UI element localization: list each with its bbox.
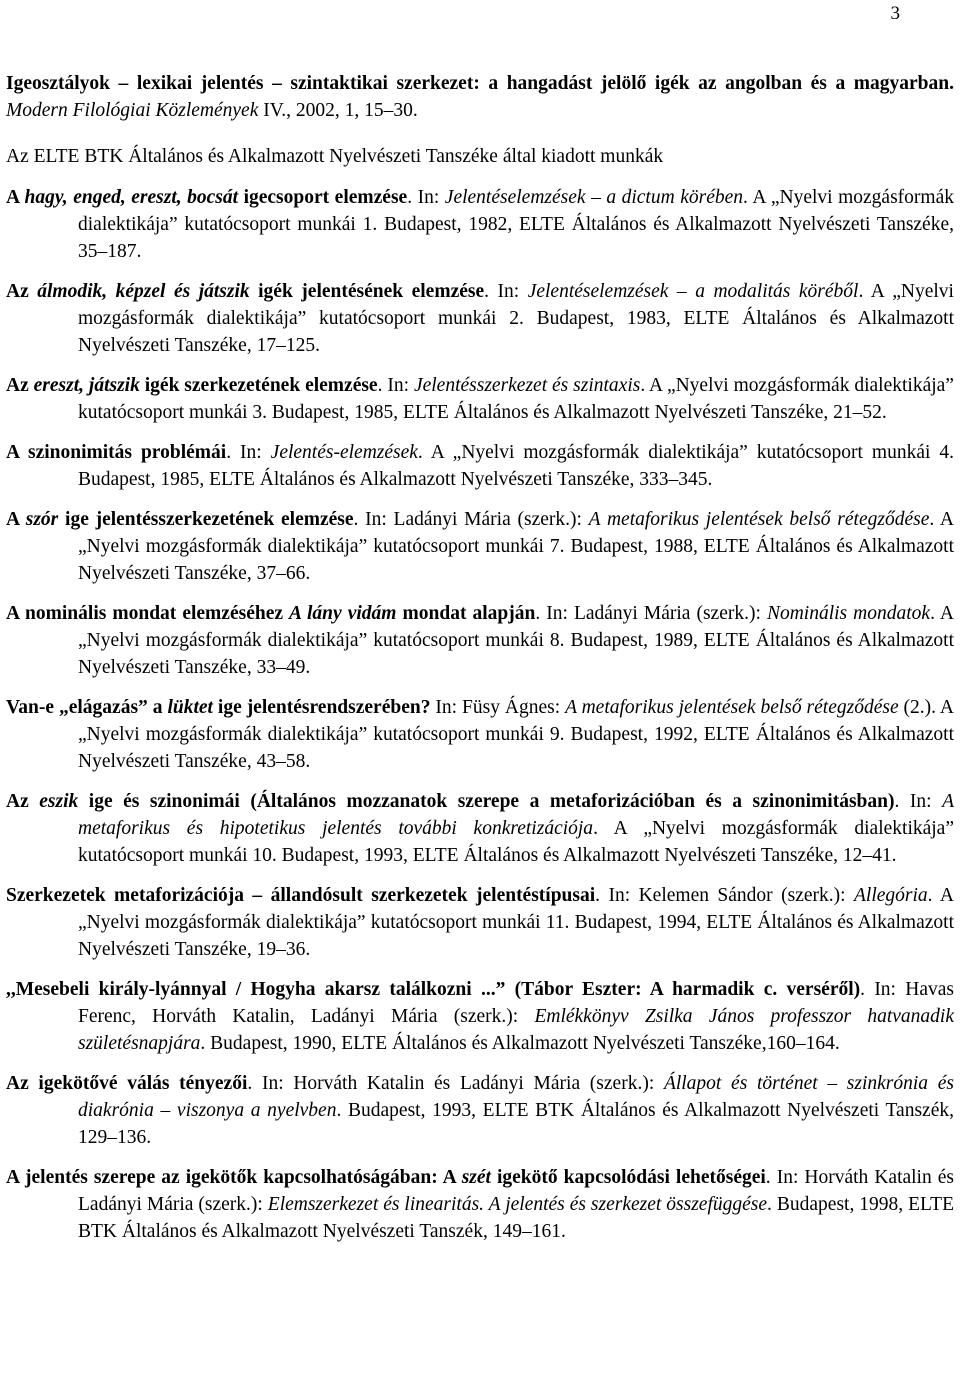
entry-text-part: . Budapest, 1993, ELTE BTK Általános és Alkalmazott Nyelvészeti Tanszék, 129–136. xyxy=(78,1100,954,1148)
bibliography-entry xyxy=(6,1070,954,1151)
bibliography-entry xyxy=(6,600,954,681)
entry-text-part: hagy, enged, ereszt, bocsát xyxy=(24,187,239,208)
entry-text-part: A metaforikus és hipotetikus jelentés további konkretizációja xyxy=(78,791,954,839)
entry-text-part: igék szerkezetének elemzése xyxy=(139,375,378,396)
entry-text-part: . Budapest, 1990, ELTE Általános és Alkalmazott Nyelvészeti Tanszéke,160–164. xyxy=(200,1033,840,1054)
bibliography-entry xyxy=(6,788,954,869)
top-entry-rest: IV., 2002, 1, 15–30. xyxy=(258,100,418,121)
bibliography-entry xyxy=(6,882,954,963)
bibliography-entry xyxy=(6,1164,954,1245)
entry-text-part: A szinonimitás problémái xyxy=(6,442,227,463)
entry-text-part: Az xyxy=(6,375,34,396)
entry-text-part: . A „Nyelvi mozgásformák dialektikája” kutatócsoport munkái 7. Budapest, 1988, ELTE Általános és Alkalmazott Nyelvészeti Tanszéke, 37–66. xyxy=(78,509,954,584)
entry-text-part: . In: xyxy=(894,791,943,812)
entry-text-part: Az xyxy=(6,791,40,812)
entry-text-part: Elemszerkezet és linearitás. A jelentés és szerkezet összefüggése xyxy=(267,1194,768,1215)
entry-text-part: A lány vidám xyxy=(289,603,397,624)
entry-text-part: A xyxy=(6,187,25,208)
entry-text-part: . In: xyxy=(407,187,445,208)
entry-text-part: ereszt, játszik xyxy=(33,375,140,396)
bibliography-entry xyxy=(6,439,954,493)
entry-text-part: . A „Nyelvi mozgásformák dialektikája” kutatócsoport munkái 2. Budapest, 1983, ELTE Általános és Alkalmazott Nyelvészeti Tanszéke, 17–125. xyxy=(78,281,954,356)
bibliography-entry xyxy=(6,506,954,587)
entry-text-part: Jelentéselemzések – a dictum körében xyxy=(444,187,744,208)
entry-text-part: Az igekötővé válás tényezői xyxy=(6,1073,248,1094)
entry-text-part: Állapot és történet – szinkrónia és diakrónia – viszonya a nyelvben xyxy=(78,1073,954,1121)
entry-text-part: . In: Horváth Katalin és Ladányi Mária (szerk.): xyxy=(247,1073,664,1094)
entry-text-part: . In: Havas Ferenc, Horváth Katalin, Ladányi Mária (szerk.): xyxy=(78,979,954,1027)
entry-text-part: . A „Nyelvi mozgásformák dialektikája” kutatócsoport munkái 3. Budapest, 1985, ELTE Általános és Alkalmazott Nyelvészeti Tanszéke, 21–52. xyxy=(78,375,954,423)
entry-text-part: A metaforikus jelentések belső rétegződése xyxy=(588,509,930,530)
entry-text-part: . In: xyxy=(484,281,528,302)
entry-text-part: Jelentés-elemzések xyxy=(270,442,418,463)
entry-text-part: In: Füsy Ágnes: xyxy=(430,697,566,718)
entry-text-part: . Budapest, 1998, ELTE BTK Általános és Alkalmazott Nyelvészeti Tanszék, 149–161. xyxy=(78,1194,954,1242)
bibliography-entry xyxy=(6,694,954,775)
bibliography-entry xyxy=(6,184,954,265)
top-entry-title: Igeosztályok – lexikai jelentés – szintaktikai szerkezet: a hangadást jelölő igék az angolban és a magyarban. xyxy=(6,73,954,94)
entry-text-part: szór xyxy=(25,509,59,530)
entry-text-part: (2.). A „Nyelvi mozgásformák dialektikája” kutatócsoport munkái 9. Budapest, 1992, ELTE Általános és Alkalmazott Nyelvészeti Tanszéke, 43–58. xyxy=(78,697,955,772)
bibliography-list xyxy=(6,184,954,1245)
bibliography-entry xyxy=(6,976,954,1057)
entry-text-part: . A „Nyelvi mozgásformák dialektikája” kutatócsoport munkái 8. Budapest, 1989, ELTE Általános és Alkalmazott Nyelvészeti Tanszéke, 33–49. xyxy=(78,603,954,678)
section-heading: Az ELTE BTK Általános és Alkalmazott Nyelvészeti Tanszéke által kiadott munkák xyxy=(6,146,664,167)
entry-text-part: ige és szinonimái (Általános mozzanatok szerepe a metaforizációban és a szinonimitásban) xyxy=(78,791,895,812)
top-entry-journal: Modern Filológiai Közlemények xyxy=(6,100,259,121)
entry-text-part: . A „Nyelvi mozgásformák dialektikája” kutatócsoport munkái 11. Budapest, 1994, ELTE Általános és Alkalmazott Nyelvészeti Tanszéke, 19–36. xyxy=(78,885,954,960)
entry-text-part: . In: Ladányi Mária (szerk.): xyxy=(535,603,767,624)
entry-text-part: Van-e „elágazás” a xyxy=(6,697,168,718)
entry-text-part: A xyxy=(6,509,26,530)
entry-text-part: . A „Nyelvi mozgásformák dialektikája” kutatócsoport munkái 1. Budapest, 1982, ELTE Általános és Alkalmazott Nyelvészeti Tanszéke, 35–187. xyxy=(78,187,954,262)
entry-text-part: ,,Mesebeli király-lyánnyal / Hogyha akarsz találkozni ...” (Tábor Eszter: A harmadik c. verséről) xyxy=(6,979,861,1000)
bibliography-entry xyxy=(6,372,954,426)
entry-text-part: A metaforikus jelentések belső rétegződése xyxy=(565,697,899,718)
entry-text-part: ige jelentésszerkezetének elemzése xyxy=(58,509,354,530)
entry-text-part: . In: Ladányi Mária (szerk.): xyxy=(353,509,589,530)
entry-text-part: . A „Nyelvi mozgásformák dialektikája” kutatócsoport munkái 4. Budapest, 1985, ELTE Általános és Alkalmazott Nyelvészeti Tanszéke, 333–345. xyxy=(78,442,954,490)
entry-text-part: . In: xyxy=(377,375,414,396)
entry-text-part: mondat alapján xyxy=(396,603,536,624)
entry-text-part: Jelentésszerkezet és szintaxis xyxy=(413,375,641,396)
entry-text-part: igék jelentésének elemzése xyxy=(249,281,485,302)
entry-text-part: Szerkezetek metaforizációja – állandósult szerkezetek jelentéstípusai xyxy=(6,885,596,906)
bibliography-entry xyxy=(6,278,954,359)
entry-text-part: Nominális mondatok xyxy=(766,603,931,624)
entry-text-part: Jelentéselemzések – a modalitás köréből xyxy=(527,281,859,302)
entry-text-part: igecsoport elemzése xyxy=(238,187,408,208)
entry-text-part: A nominális mondat elemzéséhez xyxy=(6,603,290,624)
entry-text-part: Emlékkönyv Zsilka János professzor hatvanadik születésnapjára xyxy=(78,1006,954,1054)
entry-text-part: szét xyxy=(461,1167,491,1188)
entry-text-part: A jelentés szerepe az igekötők kapcsolhatóságában: A xyxy=(6,1167,462,1188)
entry-text-part: álmodik, képzel és játszik xyxy=(37,281,250,302)
entry-text-part: . In: Horváth Katalin és Ladányi Mária (szerk.): xyxy=(78,1167,954,1215)
document-body xyxy=(6,70,954,1258)
top-entry xyxy=(6,70,954,124)
entry-text-part: . A „Nyelvi mozgásformák dialektikája” kutatócsoport munkái 10. Budapest, 1993, ELTE Általános és Alkalmazott Nyelvészeti Tanszéke, 12–41. xyxy=(78,818,954,866)
page-number: 3 xyxy=(890,3,900,24)
entry-text-part: . In: Kelemen Sándor (szerk.): xyxy=(595,885,854,906)
entry-text-part: . In: xyxy=(226,442,271,463)
entry-text-part: Az xyxy=(6,281,38,302)
entry-text-part: eszik xyxy=(39,791,79,812)
entry-text-part: Allegória xyxy=(854,885,928,906)
entry-text-part: lüktet xyxy=(167,697,213,718)
entry-text-part: ige jelentésrendszerében? xyxy=(212,697,431,718)
entry-text-part: igekötő kapcsolódási lehetőségei xyxy=(490,1167,766,1188)
